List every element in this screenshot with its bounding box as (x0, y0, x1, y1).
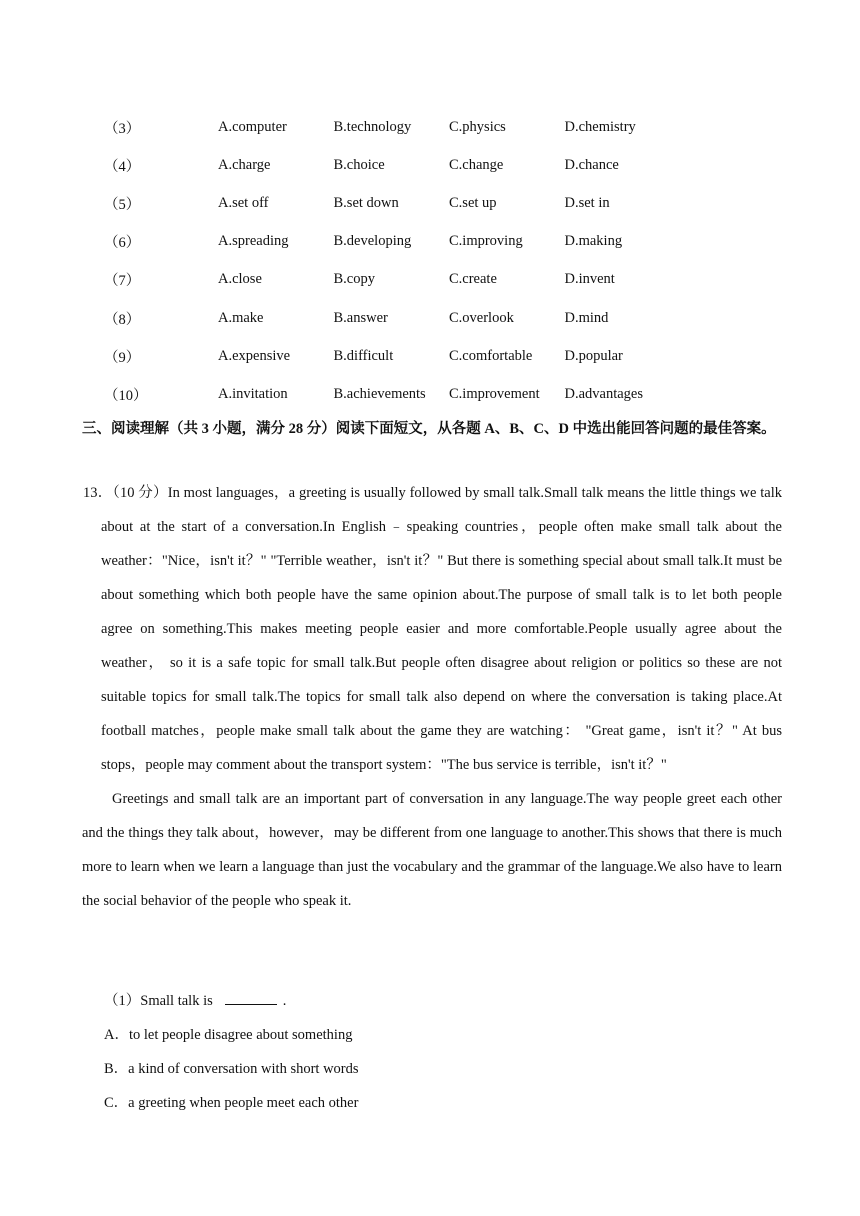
options-row (104, 299, 680, 337)
answer-blank (225, 990, 277, 1005)
question-number: （4） (104, 158, 141, 175)
options-row (104, 337, 680, 375)
question-stem (104, 984, 359, 1018)
option-a: A.set off (218, 194, 269, 211)
option-a: A.spreading (218, 233, 289, 250)
option-c: C.comfortable (449, 347, 533, 364)
options-table (104, 108, 680, 414)
option-d: D.mind (564, 309, 609, 326)
option-a: A.computer (218, 118, 287, 135)
option-c: C.change (449, 156, 504, 173)
question-number: （8） (104, 311, 141, 328)
option-c: C.improvement (449, 385, 540, 402)
question-number: （9） (104, 349, 141, 366)
option-d: D.set in (564, 194, 610, 211)
option-b: B.technology (333, 118, 412, 135)
passage-paragraph-1: 13．（10 分）In most languages，a greeting is usually followed by small talk.Small talk means the little things we talk about at the start of a conversation.In English﹣speaking countries，people often make small talk about the weather："Nice，isn't it？" "Terrible weather，isn't it？" But there is something special about small talk.It must be about something which both people have the same opinion about.The purpose of small talk is to let both people agree on something.This makes meeting people easier and more comfortable.People usually agree about the weather， so it is a safe topic for small talk.But people often disagree about religion or politics so these are not suitable topics for small talk.The topics for small talk also depend on where the conversation is taking place.At football matches，people make small talk about the game they are watching： "Great game，isn't it？" At bus stops，people may comment about the transport system："The bus service is terrible，isn't it？" (83, 485, 782, 773)
option-a: A.invitation (218, 385, 288, 402)
comprehension-question (104, 984, 359, 1120)
answer-option-a: A．to let people disagree about something (104, 1027, 353, 1043)
option-a: A.make (218, 309, 264, 326)
option-d: D.popular (564, 347, 623, 364)
option-c: C.overlook (449, 309, 514, 326)
question-number: （3） (104, 120, 141, 137)
option-c: C.create (449, 271, 497, 288)
question-number: （7） (104, 273, 141, 290)
option-a: A.charge (218, 156, 271, 173)
option-d: D.advantages (564, 385, 644, 402)
option-b: B.developing (333, 233, 412, 250)
question-number: （10） (104, 387, 148, 404)
options-row (104, 184, 680, 222)
option-b: B.difficult (333, 347, 394, 364)
option-d: D.chance (564, 156, 619, 173)
question-stem-end: . (282, 993, 287, 1009)
answer-option-b: B．a kind of conversation with short words (104, 1061, 359, 1077)
reading-passage (82, 476, 782, 918)
question-number: （6） (104, 235, 141, 252)
options-row (104, 375, 680, 413)
option-c: C.physics (449, 118, 506, 135)
option-b: B.copy (333, 271, 375, 288)
option-b: B.choice (333, 156, 385, 173)
option-a: A.expensive (218, 347, 291, 364)
option-d: D.invent (564, 271, 615, 288)
question-number: （5） (104, 196, 141, 213)
options-row (104, 261, 680, 299)
option-b: B.answer (333, 309, 388, 326)
option-b: B.set down (333, 194, 399, 211)
section-heading: 三、阅读理解（共 3 小题，满分 28 分）阅读下面短文，从各题 A、B、C、D 中选出能回答问题的最佳答案。 (82, 421, 776, 437)
option-d: D.chemistry (564, 118, 636, 135)
option-d: D.making (564, 233, 623, 250)
question-stem-text: （1）Small talk is (104, 993, 213, 1009)
options-row (104, 108, 680, 146)
option-b: B.achievements (333, 385, 426, 402)
option-a: A.close (218, 271, 262, 288)
passage-paragraph-2: Greetings and small talk are an important part of conversation in any language.The way people greet each other and the things they talk about，however，may be different from one language to another.This shows that there is much more to learn when we learn a language than just the vocabulary and the grammar of the language.We also have to learn the social behavior of the people who speak it. (82, 791, 782, 909)
option-c: C.improving (449, 233, 523, 250)
answer-option-c: C．a greeting when people meet each other (104, 1095, 359, 1111)
options-row (104, 146, 680, 184)
options-row (104, 223, 680, 261)
option-c: C.set up (449, 194, 497, 211)
